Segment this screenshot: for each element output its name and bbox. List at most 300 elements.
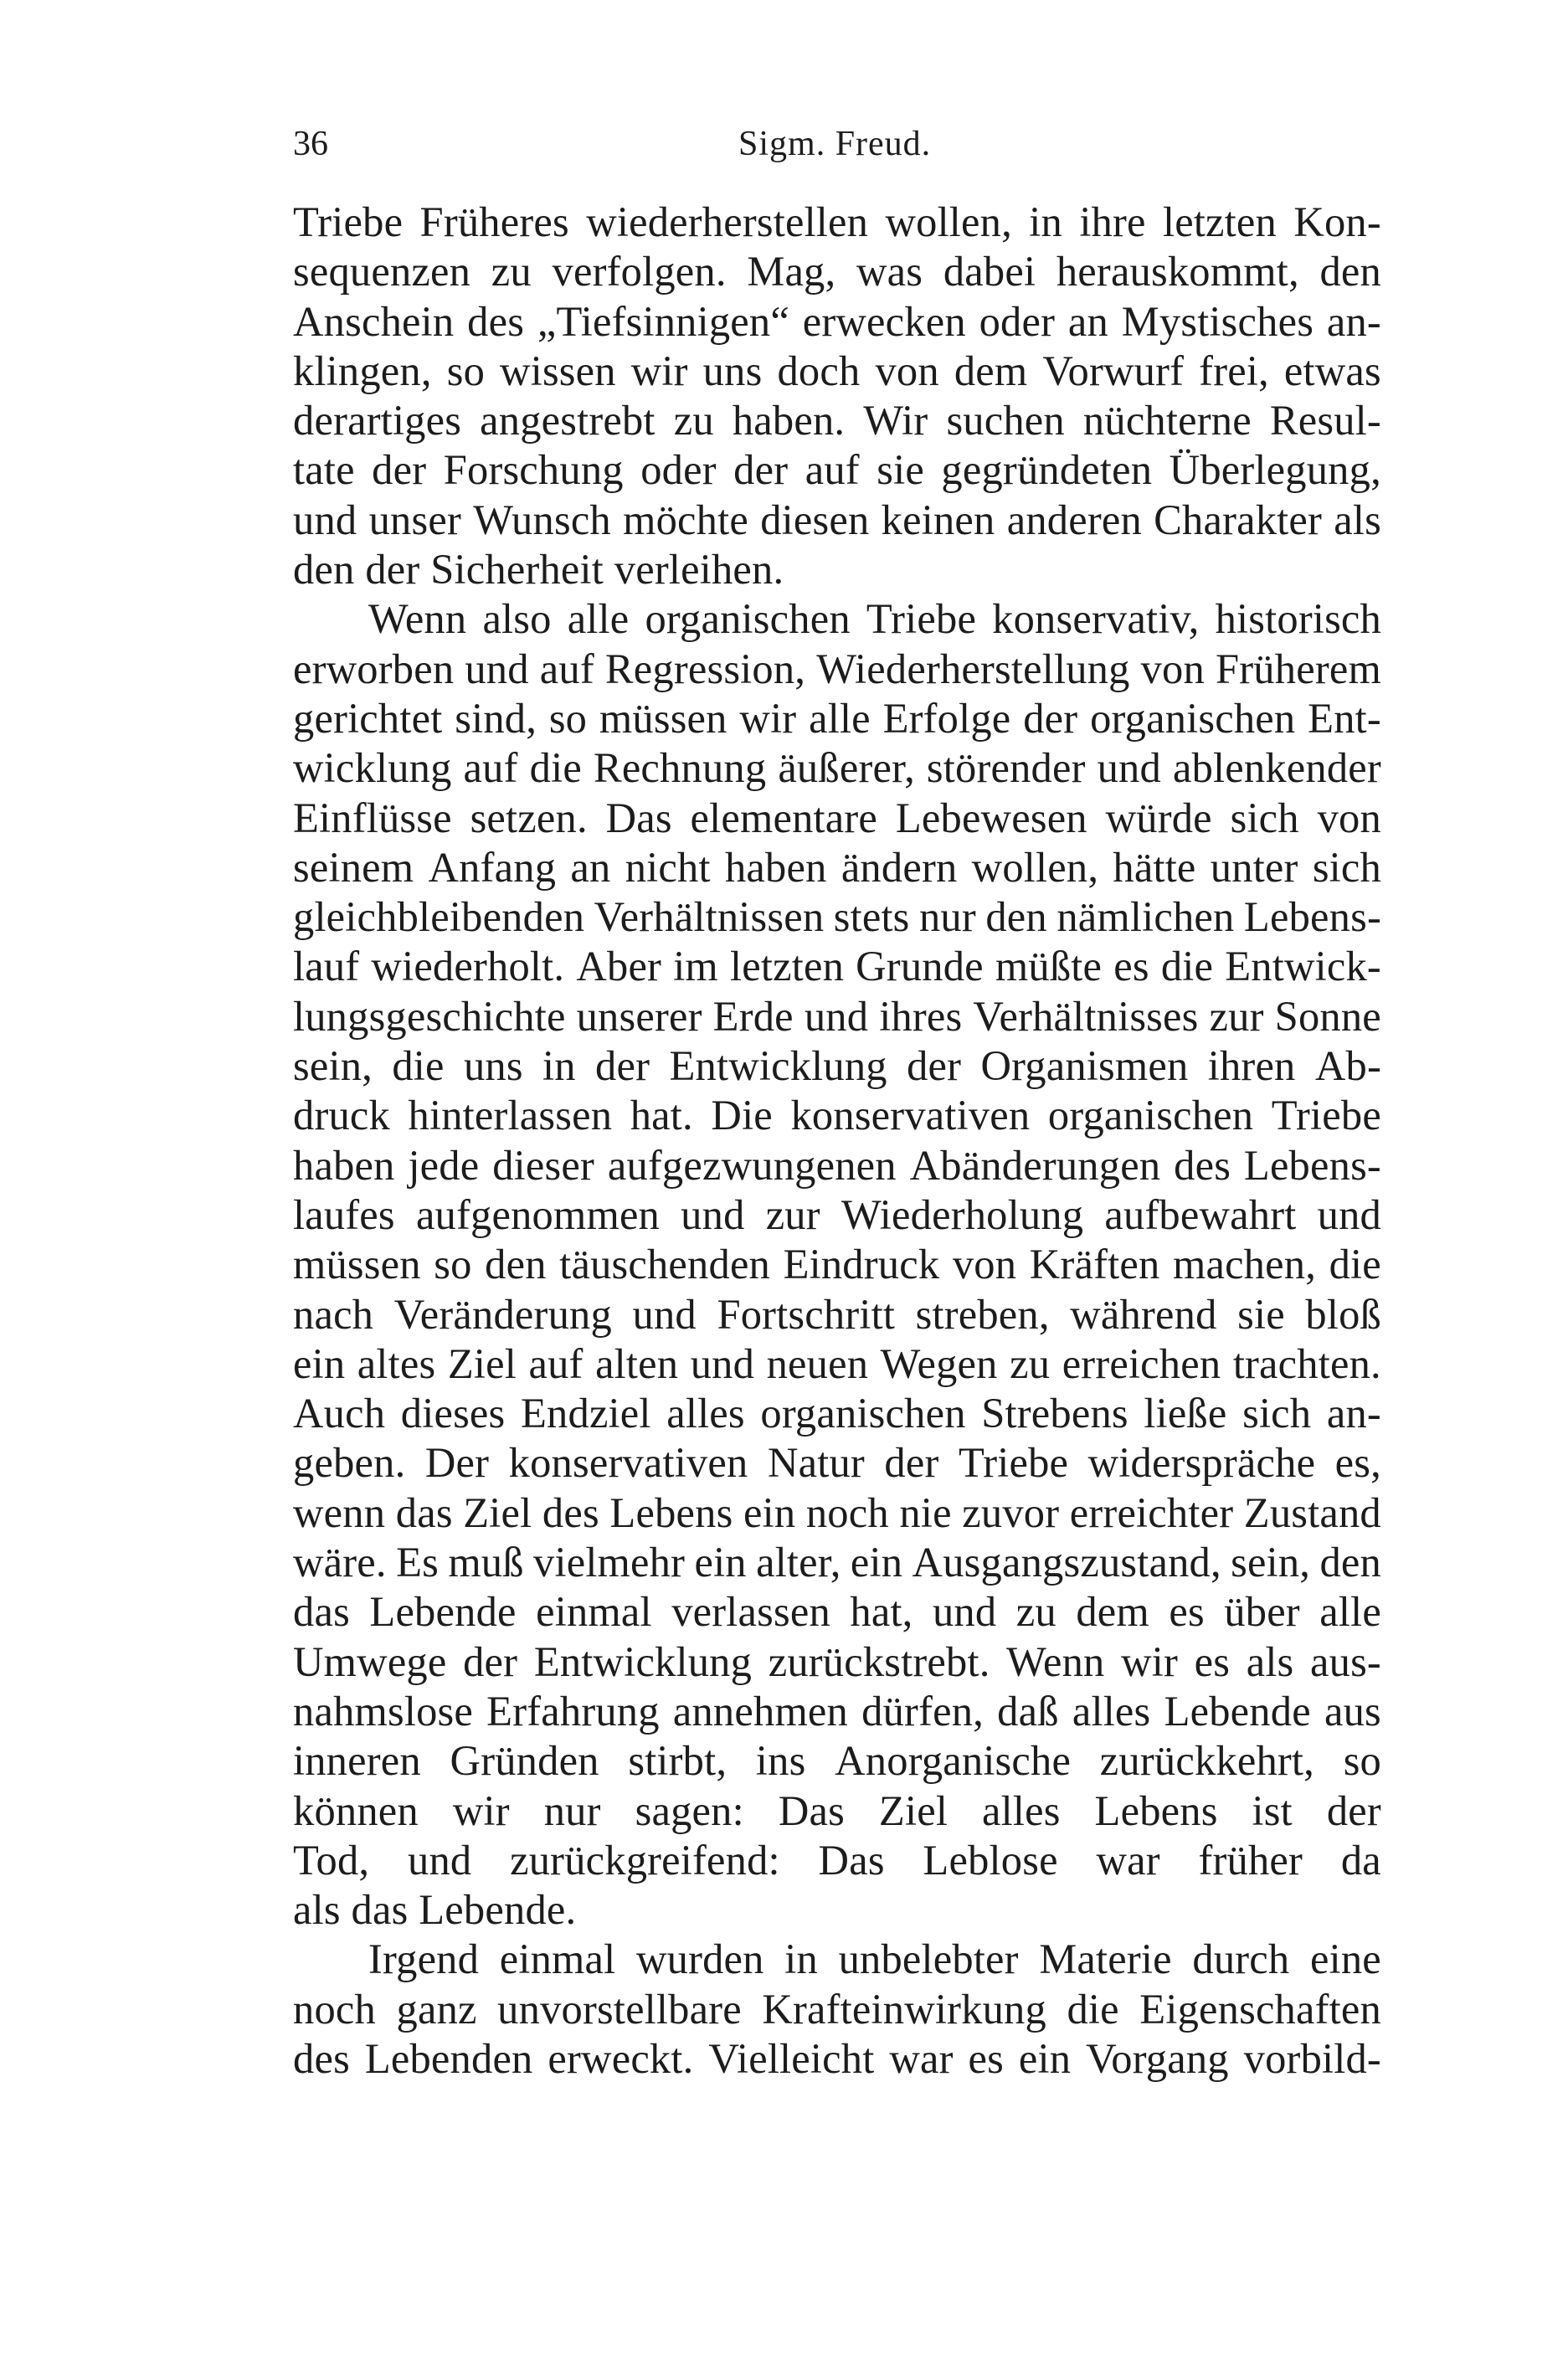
word: sich [1230,794,1299,841]
word: Der [424,1439,490,1487]
word: auf [539,645,594,692]
word: in [542,1042,576,1090]
word: sich [1312,843,1381,891]
word: wir [630,347,688,394]
word: von [952,1241,1017,1288]
body-text [293,198,1381,2084]
word: Es [396,1539,439,1586]
word: aus [1324,1687,1381,1735]
word: ihren [1207,1042,1296,1090]
text-line [293,1389,1381,1438]
text-line [293,1438,1381,1488]
word: wiederherstellen [586,198,869,245]
word: möchte [623,496,748,543]
word: Ziel [878,1786,949,1834]
text-line [293,2034,1381,2084]
word: und [681,1190,745,1238]
word: wäre. [293,1539,387,1586]
word: Vielleicht [708,2034,875,2082]
word: Kon- [1293,198,1381,245]
word: an- [1326,297,1381,345]
word: Anorganische [835,1737,1072,1785]
word: was [856,248,923,296]
text-line [293,794,1381,843]
word: alter, [756,1539,841,1586]
word: während [1070,1290,1217,1338]
word: alten [595,1339,679,1387]
word: unvorstellbare [497,1985,742,2033]
word: klingen, [293,347,432,394]
word: zurückkehrt, [1099,1737,1314,1785]
word: ein [1018,2034,1072,2082]
text-line [293,1339,1381,1389]
word: der [595,1042,650,1090]
word: Lebewesen [895,794,1087,841]
word: tate [293,446,355,494]
word: nie [899,1488,952,1536]
word: annehmen [672,1687,848,1735]
word: müßte [995,943,1103,990]
word: ihres [879,992,963,1040]
word: Lebens- [1243,893,1381,941]
word: Natur [767,1439,865,1487]
word: der [463,1637,518,1685]
word: die [1067,1985,1119,2033]
word: ließe [1144,1390,1227,1437]
word: Mag, [747,248,836,296]
word: nur [918,893,976,941]
word: den [985,893,1047,941]
word: elementare [690,794,878,841]
word: dieser [492,1141,594,1189]
word: das [293,1588,350,1636]
word: es [1169,1588,1205,1636]
word: sie [1237,1290,1285,1338]
text-line [293,1985,1381,2034]
word: Wir [863,397,928,445]
word: stets [833,893,910,941]
word: nüchterne [1082,397,1252,445]
word: gegründeten [941,446,1153,494]
page-number: 36 [293,125,328,163]
word: müssen [293,1241,421,1288]
word: so [1343,1737,1381,1785]
text-line [293,942,1381,991]
word: sein, [293,1042,373,1090]
word: oder [979,297,1056,345]
word: doch [777,347,861,394]
word: und [293,496,357,543]
word: hätte [1113,843,1196,891]
word: Aber [576,943,662,990]
word: Zustand [1243,1488,1381,1536]
word: Abänderungen [909,1141,1161,1189]
word: wollen, [885,198,1012,245]
word: ein [850,1539,903,1586]
word: druck [293,1092,390,1139]
word: inneren [293,1737,421,1785]
word: etwas [1283,347,1381,394]
word: letzten [1162,198,1277,245]
word: des [1174,1141,1231,1189]
text-line [293,992,1381,1041]
word: gleichbleibenden [293,893,585,941]
word: wir [452,1786,510,1834]
word: auf [463,744,518,792]
word: Kräften [1029,1241,1160,1288]
word: alles [666,1390,745,1437]
word: jede [408,1141,480,1189]
word: Krafteinwirkung [762,1985,1046,2033]
word: nämlichen [1056,893,1235,941]
word: seinem [293,843,414,891]
word: Lebens- [1243,1141,1381,1189]
text-line [293,1488,1381,1538]
word: als [1246,1637,1294,1685]
word: war [889,2034,954,2082]
text-line: den der Sicherheit verleihen. [293,546,784,594]
word: haben [293,1141,395,1189]
word: auf [528,1339,584,1387]
word: Ent- [1308,694,1381,742]
word: und [632,1290,697,1338]
word: machen, [1172,1241,1317,1288]
word: der [372,446,427,494]
word: neuen [766,1339,869,1387]
word: haben [724,843,827,891]
word: sagen: [635,1786,744,1834]
word: und [932,1588,997,1636]
word: derartiges [293,397,462,445]
word: wicklung [293,744,452,792]
word: altes [357,1339,436,1387]
word: täuschenden [559,1241,771,1288]
text-line [293,198,1381,247]
word: Vorgang [1086,2034,1229,2082]
word: lungsgeschichte [293,992,566,1040]
word: trachten. [1232,1339,1381,1387]
word: dabei [943,248,1036,296]
word: Ab- [1314,1042,1381,1090]
word: war [1096,1836,1160,1884]
word: Resul- [1269,397,1381,445]
word: Irgend [368,1935,480,1983]
text-line [293,1290,1381,1339]
word: sequenzen [293,248,471,296]
word: durch [1192,1935,1290,1983]
word: Gründen [450,1737,599,1785]
text-line [293,843,1381,892]
word: zu [1010,1339,1051,1387]
word: Lebende [1164,1687,1311,1735]
text-line [293,1587,1381,1637]
word: geben. [293,1439,406,1487]
word: erreichen [1062,1339,1221,1387]
text-line [293,247,1381,296]
word: setzen. [470,794,588,841]
text-line [293,297,1381,347]
word: aufgenommen [415,1190,661,1238]
text-line [293,1836,1381,1885]
word: Triebe [293,198,404,245]
word: laufes [293,1190,395,1238]
word: lauf [293,943,360,990]
word: zu [673,397,714,445]
word: ein [694,1539,747,1586]
word: frei, [1199,347,1269,394]
word: es [968,2034,1004,2082]
word: von [1140,645,1205,692]
word: Entwicklung [669,1042,887,1090]
word: und [690,1339,755,1387]
word: der [1326,1786,1381,1834]
word: anderen [1006,496,1142,543]
text-line [293,1041,1381,1091]
text-line [293,347,1381,396]
word: Früherem [1216,645,1381,692]
word: herauskommt, [1056,248,1299,296]
word: diesen [760,496,870,543]
word: angestrebt [480,397,655,445]
word: hat, [850,1588,913,1636]
text-line [293,645,1381,694]
word: gerichtet [293,694,443,742]
word: streben, [915,1290,1050,1338]
word: zur [1209,992,1264,1040]
word: ändern [841,843,958,891]
text-line [293,1935,1381,1984]
word: ganz [396,1985,477,2033]
word: Früheres [419,198,569,245]
word: organischen [645,595,851,643]
word: alle [809,694,871,742]
word: haben. [732,397,846,445]
word: Wenn [1006,1637,1105,1685]
word: „Tiefsinnigen“ [537,297,789,345]
text-line [293,396,1381,445]
word: Das [778,1786,845,1834]
word: alles [982,1786,1061,1834]
word: Charakter [1154,496,1323,543]
word: der [884,1439,939,1487]
word: können [293,1786,419,1834]
word: im [673,943,718,990]
text-line [293,1786,1381,1836]
text-line [293,1240,1381,1289]
text-line [293,1687,1381,1736]
word: den [1319,248,1381,296]
word: verfolgen. [552,248,727,296]
word: Das [605,794,672,841]
text-line [293,594,1381,644]
text-line [293,892,1381,942]
word: erworben [293,645,455,692]
word: sich [1242,1390,1312,1437]
word: noch [805,1488,889,1536]
word: muß [448,1539,524,1586]
word: die [1329,1241,1381,1288]
word: zuvor [962,1488,1060,1536]
word: der [907,1042,962,1090]
word: wollen, [971,843,1099,891]
word: organischen [1047,1092,1254,1139]
word: nicht [625,843,711,891]
text-line [293,1091,1381,1140]
word: einmal [536,1588,652,1636]
word: Verhältnissen [594,893,825,941]
word: Organismen [980,1042,1189,1090]
word: unter [1210,843,1298,891]
word: Erde [712,992,794,1040]
word: erreichter [1069,1488,1234,1536]
word: Wiederholung [841,1190,1084,1238]
word: zu [491,248,532,296]
word: Triebe [958,1439,1069,1487]
word: vielmehr [533,1539,686,1586]
word: und [804,992,869,1040]
word: aufbewahrt [1104,1190,1297,1238]
word: alles [1072,1687,1151,1735]
word: nahmslose [293,1687,473,1735]
word: dieses [400,1390,506,1437]
text-line: als das Lebende. [293,1886,577,1934]
word: würde [1105,794,1212,841]
word: des [467,297,525,345]
text-line [293,743,1381,793]
word: Das [818,1836,885,1884]
word: Endziel [521,1390,651,1437]
word: konservativen [790,1092,1031,1139]
word: Eigenschaften [1139,1985,1381,2033]
word: keinen [881,496,995,543]
word: von [1317,794,1381,841]
text-line [293,1141,1381,1190]
word: aus- [1310,1637,1381,1685]
word: Forschung [443,446,624,494]
word: das [395,1488,453,1536]
word: Triebe [1271,1092,1381,1139]
word: Fortschritt [717,1290,896,1338]
word: konservativen [508,1439,748,1487]
word: und [465,645,529,692]
word: Umwege [293,1637,447,1685]
word: dem [1076,1588,1149,1636]
word: ein [293,1339,346,1387]
text-line [293,1637,1381,1687]
text-line [293,1736,1381,1786]
word: sind, [455,694,537,742]
word: Mystisches [1121,297,1314,345]
word: hat. [630,1092,693,1139]
word: so [434,1241,472,1288]
word: Lebende [369,1588,517,1636]
word: unser [368,496,461,543]
word: Einflüsse [293,794,452,841]
word: sie [877,446,924,494]
word: Wenn [368,595,467,643]
word: Auch [293,1390,386,1437]
word: wir [739,694,797,742]
word: Wegen [880,1339,998,1387]
word: Leblose [923,1836,1058,1884]
word: Triebe [866,595,977,643]
word: Entwicklung [533,1637,753,1685]
word: einmal [499,1935,616,1983]
word: unbelebter [838,1935,1019,1983]
word: da [1340,1836,1381,1884]
word: eine [1309,1935,1381,1983]
word: Regression, [604,645,806,692]
text-line [293,1538,1381,1587]
word: Sonne [1274,992,1381,1040]
word: alle [1319,1588,1381,1636]
word: an [1067,297,1108,345]
word: des [293,2034,350,2082]
word: Ziel [447,1339,517,1387]
text-line [293,496,1381,545]
word: wiederholt. [371,943,565,990]
word: zu [1015,1588,1056,1636]
word: die [1160,943,1214,990]
word: Wiederherstellung [816,645,1130,692]
word: hinterlassen [408,1092,613,1139]
text-line [293,1190,1381,1240]
page-header [293,124,1381,174]
word: in [1029,198,1062,245]
word: Vorwurf [1042,347,1185,394]
word: so [548,694,588,742]
word: historisch [1215,595,1381,643]
word: nur [543,1786,601,1834]
word: wissen [500,347,616,394]
word: des [542,1488,599,1536]
word: erwecken [802,297,966,345]
word: es [1194,1637,1231,1685]
word: früher [1198,1836,1303,1884]
word: auf [805,446,860,494]
word: der [1023,694,1078,742]
word: den [485,1241,547,1288]
word: ist [1252,1786,1293,1834]
word: von [875,347,939,394]
word: und [1097,744,1161,792]
word: der [733,446,789,494]
running-head: Sigm. Freud. [738,125,932,163]
word: oder [640,446,717,494]
word: Erfolge [882,694,1011,742]
word: ins [755,1737,806,1785]
word: über [1224,1588,1300,1636]
word: stirbt, [628,1737,727,1785]
word: Lebens [1094,1786,1218,1834]
word: Lebens [609,1488,733,1536]
word: daß [997,1687,1059,1735]
word: den [1319,1539,1381,1586]
word: Eindruck [783,1241,940,1288]
word: äußerer, [778,744,915,792]
word: vorbild- [1243,2034,1381,2082]
word: Verhältnisses [973,992,1199,1040]
word: letzten [730,943,845,990]
word: Grunde [856,943,984,990]
word: ein [743,1488,796,1536]
word: aufgezwungenen [607,1141,897,1189]
word: müssen [599,694,727,742]
word: und [408,1836,472,1884]
word: unserer [576,992,702,1040]
word: suchen [946,397,1065,445]
word: Ziel [463,1488,532,1536]
